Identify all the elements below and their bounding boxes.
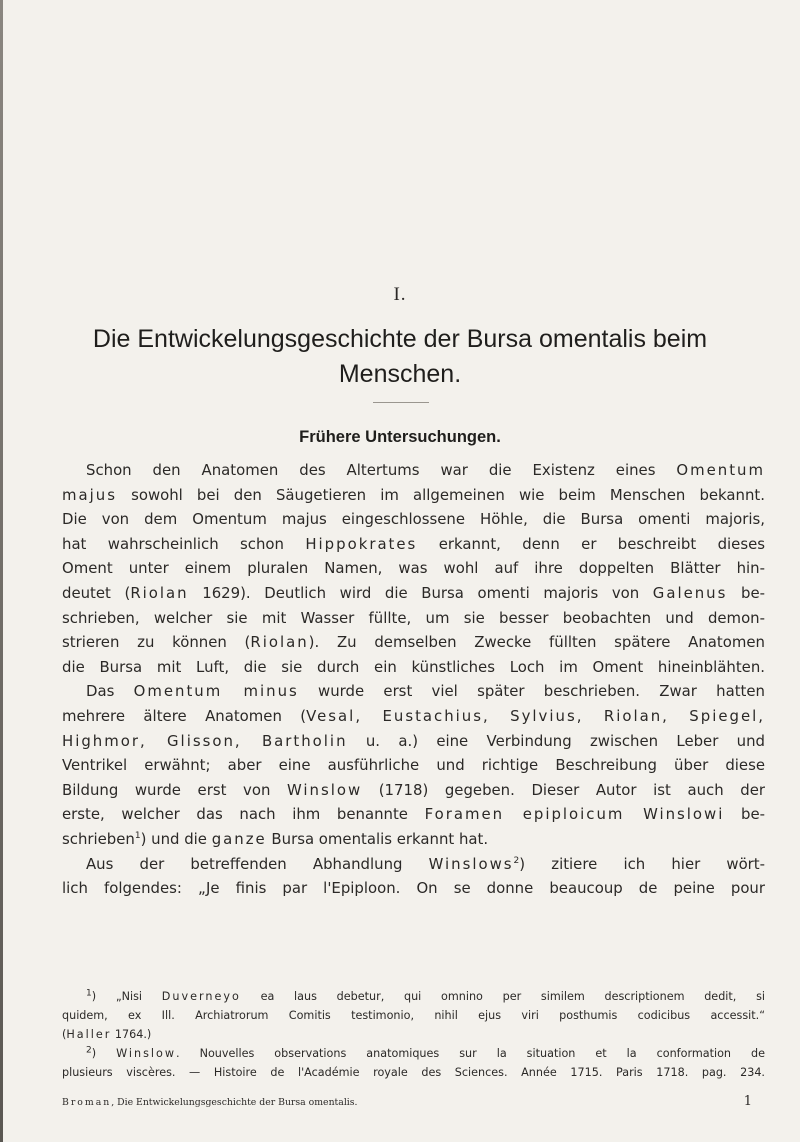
chapter-title [40, 322, 760, 392]
section-heading: Frühere Untersuchungen. [299, 428, 501, 446]
body-line: strieren zu können (Riolan). Zu demselben Zwecke füllten spätere Anatomen [62, 633, 765, 652]
body-line: die Bursa mit Luft, die sie durch ein künstliches Loch im Oment hineinblähten. [62, 657, 765, 676]
body-line: Das Omentum minus wurde erst viel später beschrieben. Zwar hatten [86, 682, 765, 701]
footnote-line: (Haller 1764.) [62, 1028, 152, 1041]
body-line: Aus der betreffenden Abhandlung Winslows$^2$) zitiere ich hier wört- [86, 854, 766, 873]
chapter-number: I. [393, 284, 407, 305]
body-paragraphs [62, 458, 765, 901]
body-line: Oment unter einem pluralen Namen, was wohl auf ihre doppelten Blätter hin- [62, 559, 765, 578]
body-line: majus sowohl bei den Säugetieren im allgemeinen wie beim Menschen bekannt. [62, 485, 765, 504]
footnotes [62, 987, 765, 1082]
page-number: 1 [743, 1094, 752, 1109]
chapter-title-line-1: Die Entwickelungsgeschichte der Bursa omentalis beim [92, 325, 708, 353]
body-line: Highmor, Glisson, Bartholin u. a.) eine Verbindung zwischen Leber und [62, 731, 765, 750]
body-line: deutet (Riolan 1629). Deutlich wird die Bursa omenti majoris von Galenus be- [62, 583, 765, 602]
body-line: erste, welcher das nach ihm benannte Foramen epiploicum Winslowi be- [62, 805, 765, 824]
body-line: mehrere ältere Anatomen (Vesal, Eustachius, Sylvius, Riolan, Spiegel, [62, 706, 765, 725]
body-line: hat wahrscheinlich schon Hippokrates erkannt, denn er beschreibt dieses [62, 534, 765, 553]
title-divider [373, 402, 429, 403]
page-edge-shadow [0, 0, 3, 1142]
footer-author: Broman [62, 1097, 112, 1108]
footnote-line: plusieurs viscères. — Histoire de l'Académie royale des Sciences. Année 1715. Paris 1718. pag. 234. [62, 1066, 765, 1079]
footnote-line: quidem, ex Ill. Archiatrorum Comitis testimonio, nihil ejus viri posthumis codicibus accessit.“ [62, 1009, 765, 1022]
body-line: schrieben, welcher sie mit Wasser füllte, um sie besser beobachten und demon- [62, 608, 765, 627]
body-line: Die von dem Omentum majus eingeschlossene Höhle, die Bursa omenti majoris, [62, 510, 765, 529]
body-line: lich folgendes: „Je finis par l'Epiploon. On se donne beaucoup de peine pour [62, 879, 765, 898]
body-line: Schon den Anatomen des Altertums war die Existenz eines Omentum [86, 461, 765, 479]
footer-book-title: , Die Entwickelungsgeschichte der Bursa omentalis. [111, 1097, 358, 1108]
chapter-title-line-2: Menschen. [338, 360, 462, 388]
page-footer [62, 1094, 762, 1109]
body-line: Ventrikel erwähnt; aber eine ausführliche und richtige Beschreibung über diese [62, 756, 765, 775]
body-line: Bildung wurde erst von Winslow (1718) gegeben. Dieser Autor ist auch der [62, 780, 765, 799]
footnote-line: $^1$) „Nisi Duverneyo ea laus debetur, qui omnino per similem descriptionem dedit, si [86, 988, 766, 1003]
body-line: schrieben$^1$) und die ganze Bursa omentalis erkannt hat. [62, 829, 489, 848]
footnote-line: $^2$) Winslow. Nouvelles observations anatomiques sur la situation et la conformation de [86, 1045, 765, 1060]
